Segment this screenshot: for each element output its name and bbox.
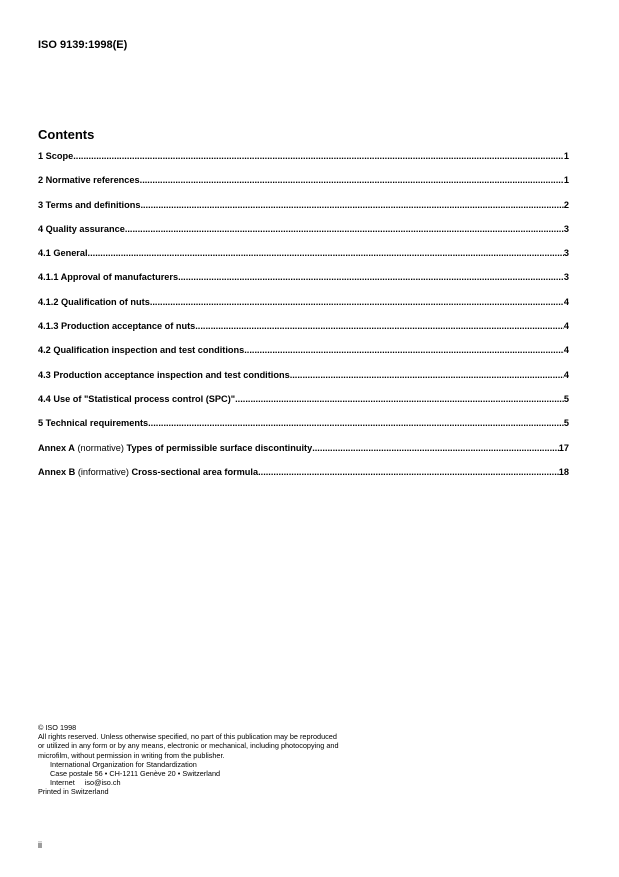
toc-entry-qualification-of-nuts[interactable]	[38, 297, 569, 321]
toc-entry-page: 5	[563, 418, 569, 429]
toc-entry-page: 1	[563, 175, 569, 186]
toc-entry-terms-and-definitions[interactable]	[38, 200, 569, 224]
toc-entry-title: 4.1.2 Qualification of nuts	[38, 296, 150, 307]
toc-dot-leader	[312, 443, 559, 453]
toc-entry-page: 4	[563, 345, 569, 356]
toc-entry-title: 4 Quality assurance	[38, 223, 125, 234]
toc-dot-leader	[290, 370, 564, 380]
toc-entry-title: 5 Technical requirements	[38, 418, 149, 429]
toc-entry-page: 3	[563, 272, 569, 283]
internet-label: Internet	[50, 778, 75, 788]
page-number: ii	[38, 840, 42, 850]
toc-dot-leader	[148, 418, 564, 428]
toc-entry-title: 1 Scope	[38, 151, 74, 161]
toc-entry-scope[interactable]	[38, 151, 569, 175]
toc-entry-annex-b[interactable]	[38, 467, 569, 491]
annex-title: Cross-sectional area formula	[131, 466, 259, 477]
toc-dot-leader	[140, 200, 563, 210]
toc-entry-title: 3 Terms and definitions	[38, 199, 141, 210]
toc-dot-leader	[140, 175, 564, 185]
toc-entry-normative-references[interactable]	[38, 175, 569, 199]
toc-entry-page: 18	[558, 466, 569, 477]
toc-dot-leader	[73, 151, 564, 161]
toc-dot-leader	[244, 345, 564, 355]
copyright-line: © ISO 1998	[38, 723, 77, 732]
toc-entry-page: 4	[563, 369, 569, 380]
copyright-notice	[38, 723, 339, 797]
internet-email[interactable]: iso@iso.ch	[84, 778, 121, 788]
document-code: ISO 9139:1998(E)	[38, 39, 128, 51]
toc-entry-technical-requirements[interactable]	[38, 418, 569, 442]
toc-entry-page: 3	[563, 223, 569, 234]
toc-entry-title	[38, 443, 312, 453]
toc-entry-page: 3	[563, 248, 569, 259]
organization-address: Case postale 56 • CH-1211 Genève 20 • Switzerland	[50, 769, 221, 779]
toc-entry-annex-a[interactable]	[38, 443, 569, 467]
toc-entry-qualification-inspection[interactable]	[38, 345, 569, 369]
toc-entry-title: 4.3 Production acceptance inspection and test conditions	[38, 369, 290, 380]
annex-qualifier: (normative)	[74, 442, 127, 453]
annex-title: Types of permissible surface discontinuity	[126, 442, 313, 453]
toc-dot-leader	[88, 248, 564, 258]
toc-entry-quality-assurance[interactable]	[38, 224, 569, 248]
rights-line: or utilized in any form or by any means, electronic or mechanical, including photocopying and	[38, 741, 339, 751]
toc-entry-page: 4	[563, 296, 569, 307]
toc-entry-title	[38, 467, 258, 477]
toc-entry-title: 4.4 Use of "Statistical process control (SPC)"	[38, 393, 236, 404]
toc-entry-title: 4.1 General	[38, 248, 88, 259]
toc-entry-statistical-process-control[interactable]	[38, 394, 569, 418]
toc-entry-approval-of-manufacturers[interactable]	[38, 272, 569, 296]
toc-dot-leader	[150, 297, 564, 307]
toc-dot-leader	[235, 394, 564, 404]
toc-dot-leader	[195, 321, 564, 331]
organization-name: International Organization for Standardization	[50, 759, 197, 769]
toc-dot-leader	[125, 224, 564, 234]
annex-qualifier: (informative)	[75, 466, 132, 477]
contents-heading: Contents	[38, 127, 95, 142]
toc-entry-page: 17	[558, 442, 569, 453]
toc-entry-page: 5	[563, 393, 569, 404]
toc-dot-leader	[178, 272, 564, 282]
annex-label: Annex B	[38, 466, 76, 477]
table-of-contents	[38, 151, 569, 491]
toc-entry-title: 4.1.1 Approval of manufacturers	[38, 272, 179, 283]
toc-entry-production-acceptance-of-nuts[interactable]	[38, 321, 569, 345]
toc-entry-title: 4.1.3 Production acceptance of nuts	[38, 321, 196, 332]
toc-entry-title: 2 Normative references	[38, 175, 140, 186]
internet-line	[38, 778, 339, 787]
toc-entry-page: 4	[563, 321, 569, 332]
annex-label: Annex A	[38, 442, 75, 453]
toc-dot-leader	[258, 467, 559, 477]
rights-line: microfilm, without permission in writing from the publisher.	[38, 750, 225, 760]
printed-line: Printed in Switzerland	[38, 787, 109, 797]
toc-entry-page: 2	[563, 199, 569, 210]
toc-entry-title: 4.2 Qualification inspection and test conditions	[38, 345, 245, 356]
toc-entry-production-acceptance-inspection[interactable]	[38, 370, 569, 394]
toc-entry-page: 1	[563, 151, 569, 161]
toc-entry-general[interactable]	[38, 248, 569, 272]
rights-line: All rights reserved. Unless otherwise specified, no part of this publication may be reproduced	[38, 732, 337, 742]
